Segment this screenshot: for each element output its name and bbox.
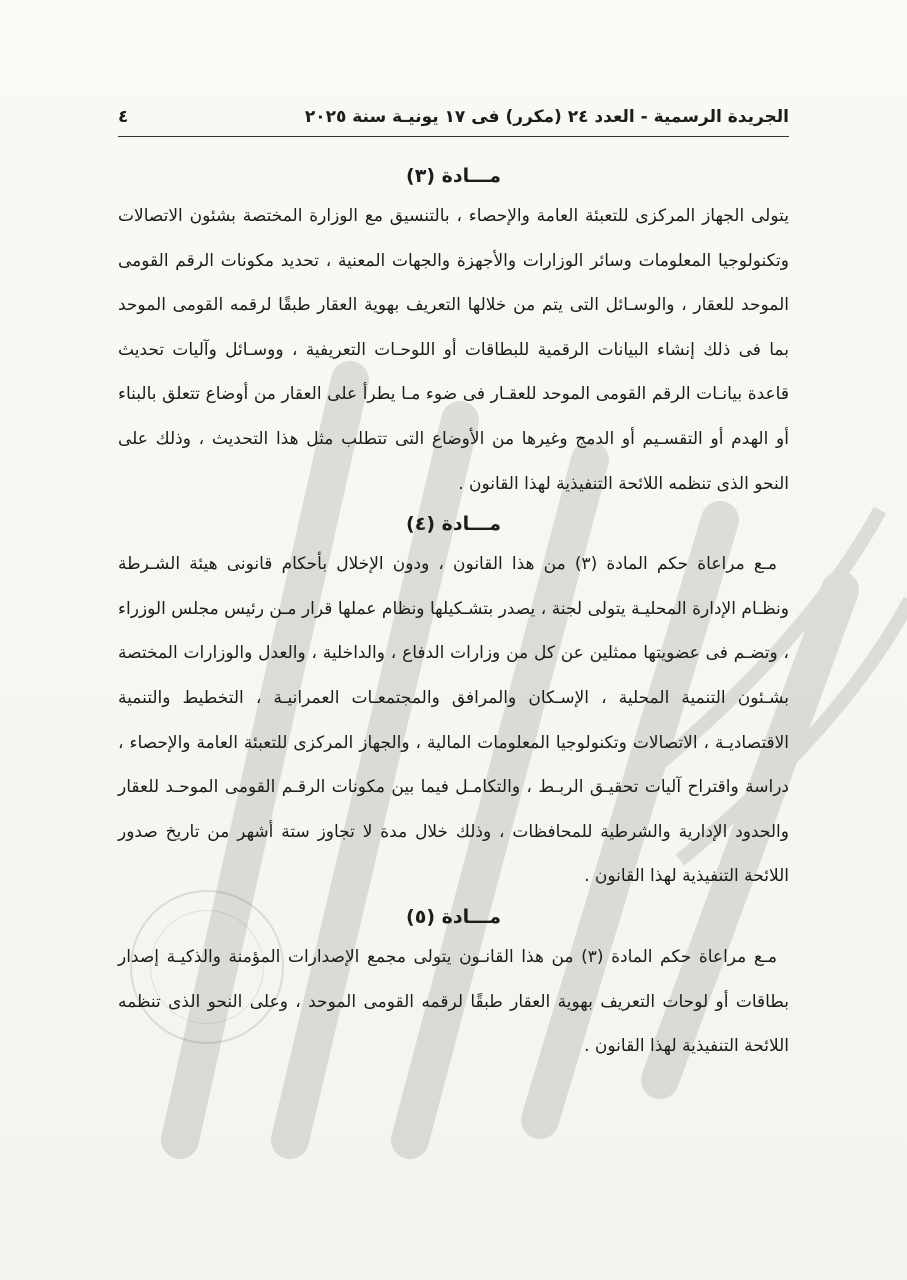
article-text: مـع مراعاة حكم المادة (٣) من هذا القانون ، ودون الإخلال بأحكام قانونى هيئة الشـرطة ونظـام الإدارة المحليـة يتولى لجنة ، يصدر بتشـكيلها ونظام عملها قرار مـن رئيس مجلس الوزراء ، وتضـم فى عضويتها ممثلين عن كل من وزارات الدفاع ، والداخلية ، والعدل والوزارات المختصة بشـئون التنمية المحلية ، الإسـكان والمرافق والمجتمعـات العمرانيـة ، التخطيط والتنمية الاقتصاديـة ، الاتصالات وتكنولوجيا المعلومات المالية ، والجهاز المركزى للتعبئة العامة والإحصاء ، دراسة واقتراح آليات تحقيـق الربـط ، والتكامـل فيما بين مكونات الرقـم القومى الموحـد للعقار والحدود الإدارية والشرطية للمحافظات ، وذلك خلال مدة لا تجاوز ستة أشهر من تاريخ صدور اللائحة التنفيذية لهذا القانون . — [118, 554, 789, 887]
gazette-title: الجريدة الرسمية - العدد ٢٤ (مكرر) فى ١٧ يونيـة سنة ٢٠٢٥ — [304, 107, 789, 127]
article-title: مـــادة (٥) — [406, 905, 501, 928]
article-title: مـــادة (٤) — [406, 513, 501, 536]
page-header — [118, 100, 789, 134]
document-body — [118, 158, 789, 1069]
article-text: مـع مراعاة حكم المادة (٣) من هذا القانـون يتولى مجمع الإصدارات المؤمنة والذكيـة إصدار بطاقات أو لوحات التعريف بهوية العقار طبقًا لرقمه القومى الموحد ، وعلى النحو الذى تنظمه اللائحة التنفيذية لهذا القانون . — [118, 946, 789, 1057]
article-4 — [118, 506, 789, 899]
article-3 — [118, 158, 789, 506]
article-title: مـــادة (٣) — [406, 165, 501, 187]
page-number: ٤ — [118, 107, 129, 127]
article-text: يتولى الجهاز المركزى للتعبئة العامة والإحصاء ، بالتنسيق مع الوزارة المختصة بشئون الاتصالات وتكنولوجيا المعلومات وسائر الوزارات والأجهزة والجهات المعنية ، تحديد مكونات الرقم القومى الموحد للعقار ، والوسـائل التى يتم من خلالها التعريف بهوية العقار طبقًا لرقمه القومى الموحد بما فى ذلك إنشاء البيانات الرقمية للبطاقات أو اللوحـات التعريفية ، ووسـائل وآليات تحديث قاعدة بيانـات الرقم القومى الموحد للعقـار فى ضوء مـا يطرأ على العقار من أوضاع تتعلق بالبناء أو الهدم أو التقسـيم أو الدمج وغيرها من الأوضاع التى تتطلب مثل هذا التحديث ، وذلك على النحو الذى تنظمه اللائحة التنفيذية لهذا القانون . — [118, 206, 789, 494]
article-5 — [118, 899, 789, 1069]
header-divider — [118, 136, 789, 137]
